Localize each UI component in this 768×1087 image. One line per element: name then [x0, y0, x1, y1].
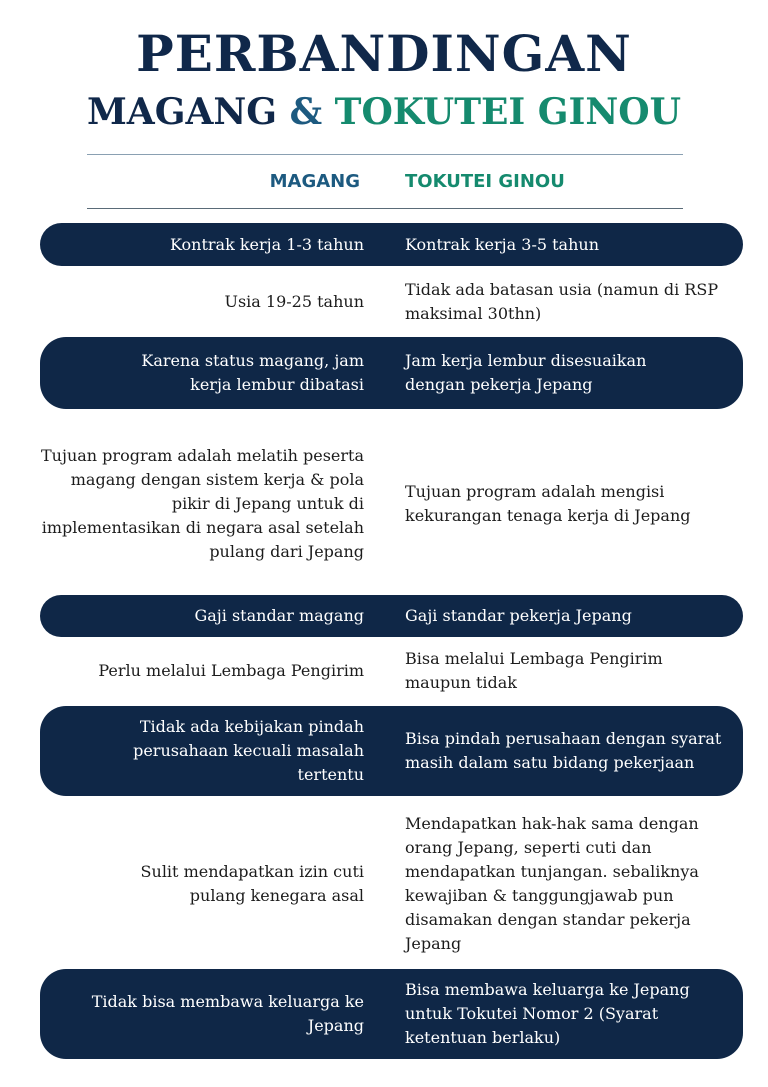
tokutei-text: Jam kerja lembur disesuaikan dengan pekerja Jepang [405, 351, 647, 394]
header-divider [87, 208, 683, 209]
subtitle-tokutei: TOKUTEI GINOU [334, 91, 682, 133]
page-title: PERBANDINGAN [136, 24, 632, 83]
magang-text: Kontrak kerja 1-3 tahun [170, 234, 364, 254]
tokutei-text: Bisa pindah perusahaan dengan syarat masih dalam satu bidang pekerjaan [405, 729, 722, 772]
tokutei-text: Tujuan program adalah mengisi kekurangan tenaga kerja di Jepang [405, 482, 691, 525]
comparison-row [40, 706, 743, 796]
magang-cell [40, 595, 364, 637]
magang-cell [40, 969, 364, 1059]
tokutei-cell [405, 643, 735, 698]
magang-text: Tidak bisa membawa keluarga ke Jepang [91, 992, 364, 1035]
comparison-row [40, 424, 743, 584]
magang-text: Usia 19-25 tahun [224, 292, 364, 311]
comparison-row [40, 643, 743, 698]
comparison-row [40, 969, 743, 1059]
column-header-tokutei: TOKUTEI GINOU [405, 171, 565, 192]
tokutei-cell [405, 272, 735, 332]
magang-text: Perlu melalui Lembaga Pengirim [98, 660, 364, 680]
tokutei-cell [405, 804, 735, 964]
magang-cell [40, 223, 364, 266]
tokutei-cell [405, 969, 735, 1059]
magang-text: Karena status magang, jam kerja lembur dibatasi [141, 351, 364, 394]
subtitle-magang: MAGANG [86, 91, 278, 133]
comparison-row [40, 804, 743, 964]
tokutei-cell [405, 337, 735, 409]
tokutei-text: Kontrak kerja 3-5 tahun [405, 234, 599, 254]
comparison-row [40, 595, 743, 637]
magang-cell [40, 706, 364, 796]
column-header-magang: MAGANG [269, 171, 360, 192]
tokutei-cell [405, 424, 735, 584]
subtitle-ampersand: & [289, 91, 323, 133]
top-divider [87, 154, 683, 155]
magang-cell [40, 272, 364, 332]
tokutei-cell [405, 223, 735, 266]
tokutei-text: Tidak ada batasan usia (namun di RSP maksimal 30thn) [405, 280, 719, 323]
magang-cell [40, 804, 364, 964]
tokutei-cell [405, 706, 735, 796]
magang-text: Tidak ada kebijakan pindah perusahaan kecuali masalah tertentu [133, 717, 364, 784]
magang-text: Gaji standar magang [194, 606, 364, 625]
magang-text: Sulit mendapatkan izin cuti pulang kenegara asal [140, 862, 364, 905]
tokutei-text: Bisa melalui Lembaga Pengirim maupun tidak [405, 648, 663, 692]
magang-cell [40, 643, 364, 698]
tokutei-cell [405, 595, 735, 637]
page-subtitle [0, 86, 768, 138]
tokutei-text: Mendapatkan hak-hak sama dengan orang Jepang, seperti cuti dan mendapatkan tunjangan. sebaliknya kewajiban & tanggungjawab pun disamakan dengan standar pekerja Jepang [405, 814, 699, 953]
tokutei-text: Gaji standar pekerja Jepang [405, 606, 632, 625]
magang-cell [40, 424, 364, 584]
comparison-row [40, 337, 743, 409]
magang-cell [40, 337, 364, 409]
tokutei-text: Bisa membawa keluarga ke Jepang untuk Tokutei Nomor 2 (Syarat ketentuan berlaku) [405, 980, 690, 1047]
magang-text: Tujuan program adalah melatih peserta magang dengan sistem kerja & pola pikir di Jepang untuk di implementasikan di negara asal setelah pulang dari Jepang [41, 446, 364, 561]
comparison-row [40, 223, 743, 266]
comparison-row [40, 272, 743, 332]
